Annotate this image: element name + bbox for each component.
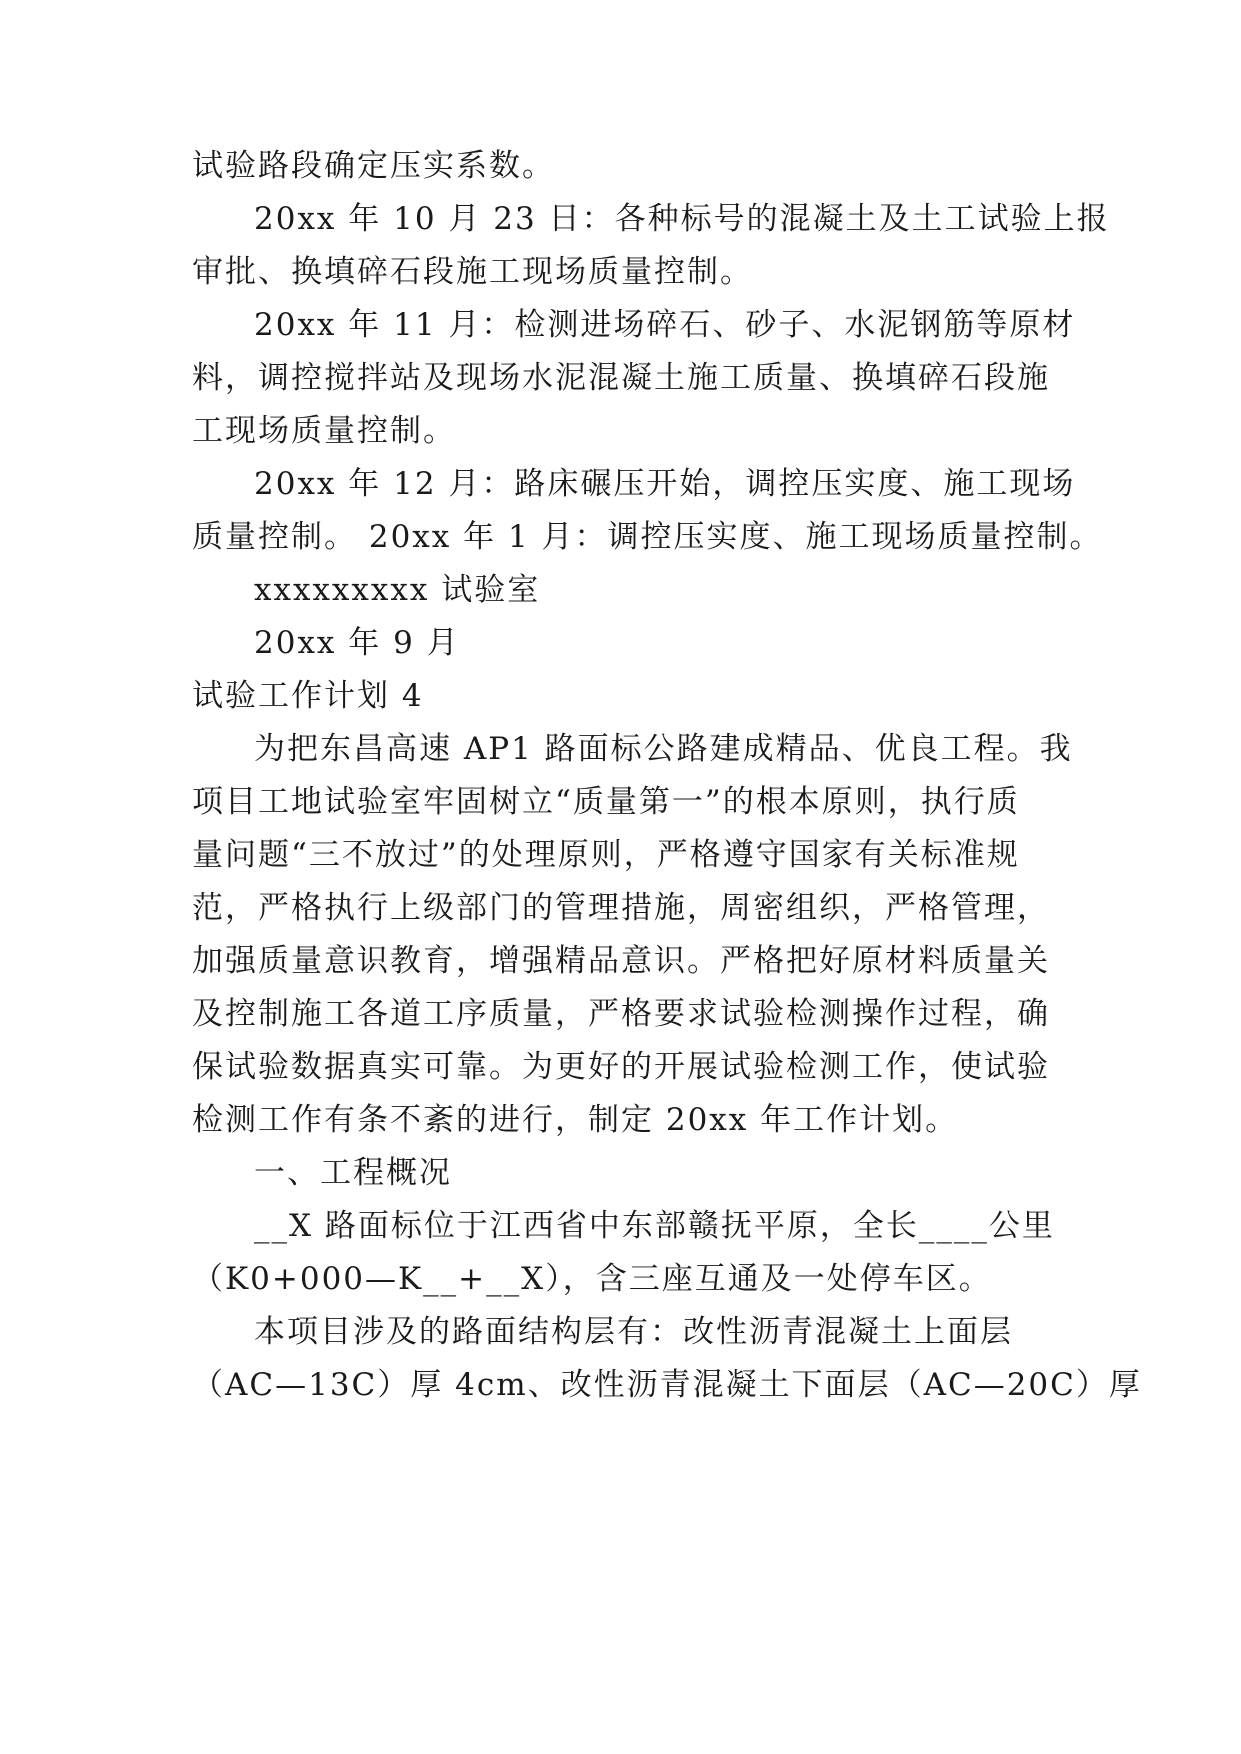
text-line: 质量控制。 20xx 年 1 月：调控压实度、施工现场质量控制。 — [192, 519, 1103, 555]
text-line: 加强质量意识教育，增强精品意识。严格把好原材料质量关 — [192, 943, 1050, 979]
subsection-heading: 一、工程概况 — [254, 1155, 452, 1191]
text-line: xxxxxxxxx 试验室 — [254, 572, 541, 608]
text-line: 保试验数据真实可靠。为更好的开展试验检测工作，使试验 — [192, 1049, 1050, 1085]
text-line: 项目工地试验室牢固树立“质量第一”的根本原则，执行质 — [192, 784, 1020, 820]
text-line: 审批、换填碎石段施工现场质量控制。 — [192, 254, 753, 290]
text-line: __X 路面标位于江西省中东部赣抚平原，全长____公里 — [254, 1208, 1055, 1244]
section-heading: 试验工作计划 4 — [192, 678, 424, 714]
text-line: 20xx 年 12 月：路床碾压开始，调控压实度、施工现场 — [254, 466, 1076, 502]
text-line: （AC—13C）厚 4cm、改性沥青混凝土下面层（AC—20C）厚 — [192, 1367, 1142, 1403]
text-line: 范，严格执行上级部门的管理措施，周密组织，严格管理， — [192, 890, 1050, 926]
text-line: 及控制施工各道工序质量，严格要求试验检测操作过程，确 — [192, 996, 1050, 1032]
text-line: 工现场质量控制。 — [192, 413, 456, 449]
text-line: 20xx 年 10 月 23 日：各种标号的混凝土及土工试验上报 — [254, 201, 1110, 237]
text-line: 本项目涉及的路面结构层有：改性沥青混凝土上面层 — [254, 1314, 1013, 1350]
text-line: 料，调控搅拌站及现场水泥混凝土施工质量、换填碎石段施 — [192, 360, 1050, 396]
text-line: 20xx 年 9 月 — [254, 625, 460, 661]
text-line: （K0+000—K__+__X），含三座互通及一处停车区。 — [192, 1261, 992, 1297]
text-line: 检测工作有条不紊的进行，制定 20xx 年工作计划。 — [192, 1102, 959, 1138]
text-line: 20xx 年 11 月：检测进场碎石、砂子、水泥钢筋等原材 — [254, 307, 1076, 343]
text-line: 试验路段确定压实系数。 — [192, 148, 555, 184]
text-line: 为把东昌高速 AP1 路面标公路建成精品、优良工程。我 — [254, 731, 1073, 767]
text-line: 量问题“三不放过”的处理原则，严格遵守国家有关标准规 — [192, 837, 1020, 873]
